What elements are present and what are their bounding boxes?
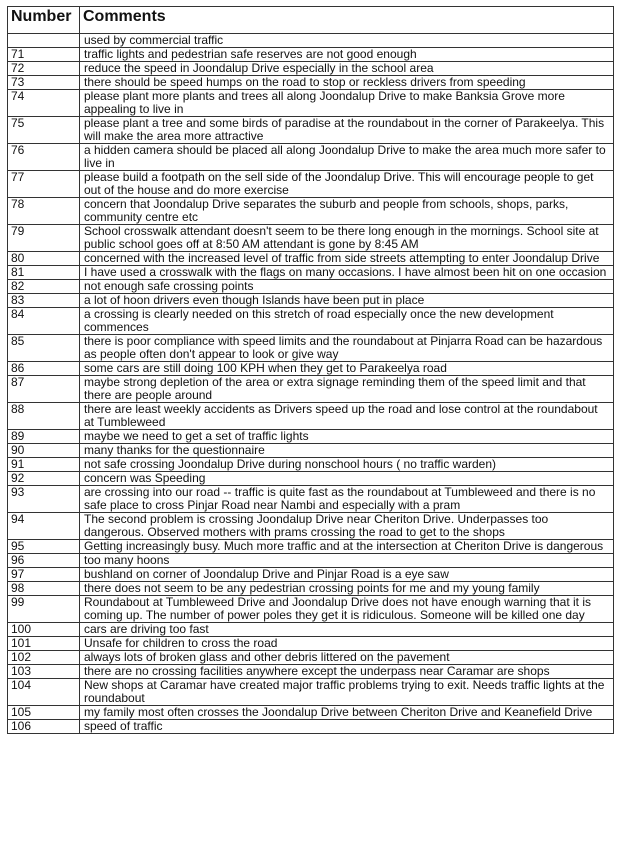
table-row (8, 376, 614, 403)
row-number: 96 (8, 554, 80, 568)
row-number: 95 (8, 540, 80, 554)
row-comment: reduce the speed in Joondalup Drive especially in the school area (80, 62, 614, 76)
comments-body (8, 34, 614, 734)
table-row (8, 720, 614, 734)
row-number: 72 (8, 62, 80, 76)
row-number: 73 (8, 76, 80, 90)
row-number: 103 (8, 665, 80, 679)
row-number: 85 (8, 335, 80, 362)
table-row (8, 117, 614, 144)
row-comment: please plant a tree and some birds of paradise at the roundabout in the corner of Parakeelya. This will make the area more attractive (80, 117, 614, 144)
row-number: 84 (8, 308, 80, 335)
row-number: 75 (8, 117, 80, 144)
row-number: 101 (8, 637, 80, 651)
comments-page (7, 6, 613, 734)
row-comment: there should be speed humps on the road to stop or reckless drivers from speeding (80, 76, 614, 90)
table-row (8, 540, 614, 554)
row-comment: speed of traffic (80, 720, 614, 734)
row-number: 92 (8, 472, 80, 486)
table-row (8, 34, 614, 48)
table-row (8, 62, 614, 76)
row-comment: used by commercial traffic (80, 34, 614, 48)
table-row (8, 362, 614, 376)
table-row (8, 144, 614, 171)
row-comment: always lots of broken glass and other debris littered on the pavement (80, 651, 614, 665)
row-comment: School crosswalk attendant doesn't seem to be there long enough in the mornings. School site at public school goes off at 8:50 AM attendant is gone by 8:45 AM (80, 225, 614, 252)
row-comment: please plant more plants and trees all along Joondalup Drive to make Banksia Grove more appealing to live in (80, 90, 614, 117)
row-number: 99 (8, 596, 80, 623)
row-number: 90 (8, 444, 80, 458)
comments-header: Comments (80, 7, 614, 34)
table-row (8, 444, 614, 458)
row-comment: concern that Joondalup Drive separates the suburb and people from schools, shops, parks, community centre etc (80, 198, 614, 225)
row-number: 97 (8, 568, 80, 582)
row-comment: there is poor compliance with speed limits and the roundabout at Pinjarra Road can be hazardous as people often don't appear to look or give way (80, 335, 614, 362)
table-row (8, 486, 614, 513)
row-comment: I have used a crosswalk with the flags on many occasions. I have almost been hit on one occasion (80, 266, 614, 280)
table-row (8, 171, 614, 198)
row-comment: a hidden camera should be placed all along Joondalup Drive to make the area much more safer to live in (80, 144, 614, 171)
table-row (8, 568, 614, 582)
row-comment: maybe we need to get a set of traffic lights (80, 430, 614, 444)
row-comment: New shops at Caramar have created major traffic problems trying to exit. Needs traffic lights at the roundabout (80, 679, 614, 706)
row-number: 98 (8, 582, 80, 596)
row-number: 105 (8, 706, 80, 720)
row-number: 100 (8, 623, 80, 637)
row-number: 81 (8, 266, 80, 280)
row-number: 102 (8, 651, 80, 665)
table-row (8, 651, 614, 665)
row-number (8, 34, 80, 48)
header-row (8, 7, 614, 34)
row-number: 93 (8, 486, 80, 513)
row-number: 76 (8, 144, 80, 171)
number-header: Number (8, 7, 80, 34)
row-comment: concern was Speeding (80, 472, 614, 486)
table-row (8, 623, 614, 637)
row-number: 106 (8, 720, 80, 734)
row-comment: not safe crossing Joondalup Drive during nonschool hours ( no traffic warden) (80, 458, 614, 472)
table-row (8, 48, 614, 62)
table-row (8, 294, 614, 308)
table-row (8, 225, 614, 252)
row-number: 87 (8, 376, 80, 403)
table-row (8, 596, 614, 623)
table-row (8, 679, 614, 706)
row-comment: many thanks for the questionnaire (80, 444, 614, 458)
row-comment: Roundabout at Tumbleweed Drive and Joondalup Drive does not have enough warning that it is coming up. The number of power poles they get it is ridiculous. Someone will be killed one day (80, 596, 614, 623)
row-number: 77 (8, 171, 80, 198)
row-number: 71 (8, 48, 80, 62)
table-row (8, 472, 614, 486)
row-comment: please build a footpath on the sell side of the Joondalup Drive. This will encourage people to get out of the house and do more exercise (80, 171, 614, 198)
row-comment: my family most often crosses the Joondalup Drive between Cheriton Drive and Keanefield Drive (80, 706, 614, 720)
row-comment: cars are driving too fast (80, 623, 614, 637)
row-comment: some cars are still doing 100 KPH when they get to Parakeelya road (80, 362, 614, 376)
row-comment: The second problem is crossing Joondalup Drive near Cheriton Drive. Underpasses too dangerous. Observed mothers with prams crossing the road to get to the shops (80, 513, 614, 540)
table-row (8, 554, 614, 568)
row-comment: too many hoons (80, 554, 614, 568)
row-number: 91 (8, 458, 80, 472)
row-comment: bushland on corner of Joondalup Drive and Pinjar Road is a eye saw (80, 568, 614, 582)
row-comment: Getting increasingly busy. Much more traffic and at the intersection at Cheriton Drive is dangerous (80, 540, 614, 554)
table-row (8, 252, 614, 266)
table-row (8, 665, 614, 679)
row-comment: there does not seem to be any pedestrian crossing points for me and my young family (80, 582, 614, 596)
table-row (8, 403, 614, 430)
row-comment: a crossing is clearly needed on this stretch of road especially once the new development commences (80, 308, 614, 335)
table-row (8, 335, 614, 362)
row-number: 80 (8, 252, 80, 266)
table-row (8, 308, 614, 335)
row-comment: concerned with the increased level of traffic from side streets attempting to enter Joondalup Drive (80, 252, 614, 266)
table-row (8, 266, 614, 280)
row-number: 86 (8, 362, 80, 376)
table-row (8, 637, 614, 651)
row-comment: there are least weekly accidents as Drivers speed up the road and lose control at the roundabout at Tumbleweed (80, 403, 614, 430)
table-row (8, 76, 614, 90)
row-comment: a lot of hoon drivers even though Islands have been put in place (80, 294, 614, 308)
table-row (8, 430, 614, 444)
row-number: 104 (8, 679, 80, 706)
table-row (8, 90, 614, 117)
row-number: 83 (8, 294, 80, 308)
row-number: 88 (8, 403, 80, 430)
table-row (8, 706, 614, 720)
row-comment: Unsafe for children to cross the road (80, 637, 614, 651)
table-row (8, 513, 614, 540)
table-row (8, 582, 614, 596)
table-row (8, 198, 614, 225)
row-comment: are crossing into our road -- traffic is quite fast as the roundabout at Tumbleweed and there is no safe place to cross Pinjar Road near Nambi and especially with a pram (80, 486, 614, 513)
row-number: 78 (8, 198, 80, 225)
row-number: 82 (8, 280, 80, 294)
row-comment: maybe strong depletion of the area or extra signage reminding them of the speed limit and that there are people around (80, 376, 614, 403)
row-number: 74 (8, 90, 80, 117)
row-number: 89 (8, 430, 80, 444)
row-number: 79 (8, 225, 80, 252)
row-number: 94 (8, 513, 80, 540)
row-comment: traffic lights and pedestrian safe reserves are not good enough (80, 48, 614, 62)
table-row (8, 280, 614, 294)
table-row (8, 458, 614, 472)
comments-table (7, 6, 614, 734)
row-comment: there are no crossing facilities anywhere except the underpass near Caramar are shops (80, 665, 614, 679)
row-comment: not enough safe crossing points (80, 280, 614, 294)
